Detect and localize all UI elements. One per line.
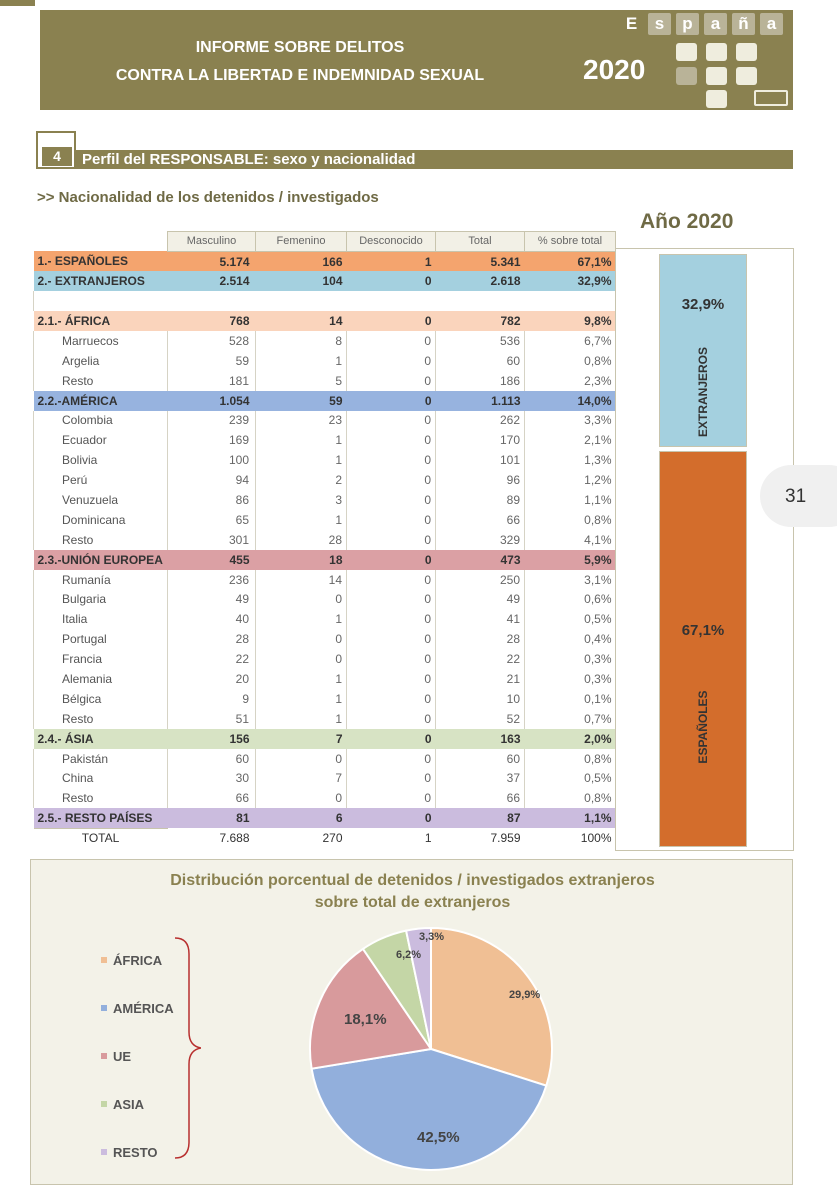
cell-percent: 1,1%	[525, 808, 616, 828]
pie-data-label: 42,5%	[417, 1129, 460, 1146]
cell-femenino: 104	[256, 271, 347, 291]
cell-femenino: 3	[256, 490, 347, 510]
pie-chart-panel	[30, 859, 793, 1185]
cell-total: 473	[436, 550, 525, 570]
table-group-row	[34, 550, 616, 570]
report-header-banner	[40, 10, 793, 110]
country-letter: p	[676, 13, 699, 35]
cell-total: 7.959	[490, 831, 521, 846]
row-label: Resto	[34, 371, 168, 391]
pie-chart	[31, 860, 794, 1186]
cell-masculino: 40	[168, 609, 256, 629]
cell-femenino: 0	[256, 749, 347, 769]
logo-square	[706, 43, 727, 61]
bar-label-extranjeros-percent: 32,9%	[681, 296, 725, 313]
cell-masculino: 768	[168, 311, 256, 331]
top-accent-tab	[0, 0, 35, 6]
cell-masculino: 5.174	[168, 251, 256, 271]
logo-square	[736, 43, 757, 61]
cell-desconocido: 0	[347, 510, 436, 530]
cell-percent: 0,4%	[525, 629, 616, 649]
row-label: Resto	[34, 530, 168, 550]
pie-title-line2: sobre total de extranjeros	[314, 894, 511, 911]
table-row	[34, 689, 616, 709]
pie-data-label: 3,3%	[419, 931, 445, 943]
cell-percent: 3,1%	[525, 570, 616, 590]
table-spacer-row	[34, 291, 616, 311]
legend-label: AMÉRICA	[113, 1000, 174, 1016]
cell-masculino: 22	[168, 649, 256, 669]
row-label: 2.2.-AMÉRICA	[34, 391, 168, 411]
cell-masculino: 181	[168, 371, 256, 391]
cell-femenino: 1	[256, 510, 347, 530]
row-label: Bulgaria	[34, 590, 168, 610]
logo-square	[706, 90, 727, 108]
cell-desconocido: 0	[347, 629, 436, 649]
cell-percent: 1,2%	[525, 470, 616, 490]
page-number: 31	[785, 486, 807, 507]
cell-femenino: 1	[256, 609, 347, 629]
row-label: 2.5.- RESTO PAÍSES	[34, 808, 168, 828]
cell-percent: 32,9%	[525, 271, 616, 291]
row-label: China	[34, 769, 168, 789]
cell-percent: 0,5%	[525, 769, 616, 789]
cell-femenino: 7	[256, 729, 347, 749]
cell-percent: 1,1%	[525, 490, 616, 510]
cell-masculino: 81	[168, 808, 256, 828]
country-letter: a	[760, 13, 783, 35]
cell-desconocido: 0	[347, 271, 436, 291]
row-label: Resto	[34, 709, 168, 729]
pie-title-line1: Distribución porcentual de detenidos / investigados extranjeros	[170, 872, 655, 889]
row-label: Bolivia	[34, 450, 168, 470]
table-row	[34, 769, 616, 789]
country-letter: s	[648, 13, 671, 35]
table-row	[34, 470, 616, 490]
bar-label-extranjeros: EXTRANJEROS	[696, 346, 710, 438]
cell-desconocido: 0	[347, 769, 436, 789]
row-label: 2.3.-UNIÓN EUROPEA	[34, 550, 168, 570]
pie-data-label: 6,2%	[396, 949, 422, 961]
cell-desconocido: 0	[347, 530, 436, 550]
cell-masculino: 455	[168, 550, 256, 570]
cell-femenino: 7	[256, 769, 347, 789]
cell-percent: 5,9%	[525, 550, 616, 570]
logo-square	[676, 67, 697, 85]
cell-desconocido: 0	[347, 729, 436, 749]
section-title: Perfil del RESPONSABLE: sexo y nacionalidad	[76, 150, 793, 169]
cell-desconocido: 0	[347, 570, 436, 590]
cell-percent: 0,3%	[525, 649, 616, 669]
cell-desconocido: 0	[347, 351, 436, 371]
cell-desconocido: 0	[347, 550, 436, 570]
report-title-line1: INFORME SOBRE DELITOS	[195, 39, 405, 56]
cell-total: 22	[436, 649, 525, 669]
cell-total: 21	[436, 669, 525, 689]
cell-total: 163	[436, 729, 525, 749]
cell-percent: 0,8%	[525, 351, 616, 371]
column-header-desconocido: Desconocido	[347, 232, 436, 252]
logo-outline-square	[754, 90, 788, 106]
table-row	[34, 590, 616, 610]
cell-total: 60	[436, 749, 525, 769]
row-label: Resto	[34, 788, 168, 808]
table-row	[34, 649, 616, 669]
cell-femenino: 8	[256, 331, 347, 351]
table-group-row	[34, 311, 616, 331]
cell-femenino: 0	[256, 629, 347, 649]
column-header-femenino: Femenino	[256, 232, 347, 252]
cell-desconocido: 0	[347, 490, 436, 510]
table-row	[34, 450, 616, 470]
header-blank-cell	[34, 232, 168, 252]
row-label: Ecuador	[34, 430, 168, 450]
cell-percent: 0,8%	[525, 510, 616, 530]
table-row	[34, 609, 616, 629]
cell-total: 87	[436, 808, 525, 828]
row-label: 1.- ESPAÑOLES	[34, 251, 168, 271]
cell-femenino: 0	[256, 590, 347, 610]
cell-masculino: 51	[168, 709, 256, 729]
cell-femenino: 0	[256, 788, 347, 808]
cell-masculino: 528	[168, 331, 256, 351]
cell-femenino: 23	[256, 411, 347, 431]
cell-total: 329	[436, 530, 525, 550]
cell-masculino: 236	[168, 570, 256, 590]
table-row	[34, 749, 616, 769]
report-title	[40, 34, 560, 90]
cell-percent: 2,1%	[525, 430, 616, 450]
legend-label: ASIA	[113, 1096, 145, 1112]
cell-femenino: 1	[256, 351, 347, 371]
cell-desconocido: 0	[347, 411, 436, 431]
section-number-box	[36, 131, 76, 169]
cell-percent: 14,0%	[525, 391, 616, 411]
table-row	[34, 331, 616, 351]
pie-data-label: 18,1%	[344, 1011, 387, 1028]
row-label: Dominicana	[34, 510, 168, 530]
cell-total: 782	[436, 311, 525, 331]
row-label: TOTAL	[34, 828, 168, 848]
column-header-percent: % sobre total	[525, 232, 616, 252]
country-letter: a	[704, 13, 727, 35]
cell-total: 89	[436, 490, 525, 510]
table-header-row	[34, 232, 616, 252]
row-label: Argelia	[34, 351, 168, 371]
cell-total: 52	[436, 709, 525, 729]
cell-masculino: 100	[168, 450, 256, 470]
pie-data-label: 29,9%	[509, 989, 541, 1001]
spacer-cell	[436, 291, 525, 311]
cell-masculino: 60	[168, 749, 256, 769]
cell-desconocido: 0	[347, 669, 436, 689]
cell-total: 536	[436, 331, 525, 351]
table-row	[34, 530, 616, 550]
cell-femenino: 1	[256, 689, 347, 709]
cell-femenino: 14	[256, 311, 347, 331]
cell-desconocido: 0	[347, 649, 436, 669]
cell-desconocido: 0	[347, 788, 436, 808]
cell-percent: 0,6%	[525, 590, 616, 610]
row-label: Alemania	[34, 669, 168, 689]
cell-femenino: 0	[256, 649, 347, 669]
cell-percent: 100%	[580, 831, 612, 846]
table-group-row	[34, 271, 616, 291]
cell-femenino: 14	[256, 570, 347, 590]
row-label: Pakistán	[34, 749, 168, 769]
cell-desconocido: 0	[347, 430, 436, 450]
spacer-cell	[34, 291, 168, 311]
cell-masculino: 239	[168, 411, 256, 431]
cell-total: 96	[436, 470, 525, 490]
cell-desconocido: 0	[347, 331, 436, 351]
table-row	[34, 570, 616, 590]
cell-masculino: 86	[168, 490, 256, 510]
country-logo	[620, 13, 783, 35]
cell-percent: 0,8%	[525, 749, 616, 769]
cell-percent: 0,7%	[525, 709, 616, 729]
row-label: Francia	[34, 649, 168, 669]
cell-femenino: 1	[256, 709, 347, 729]
cell-percent: 0,3%	[525, 669, 616, 689]
cell-femenino: 5	[256, 371, 347, 391]
row-label: 2.1.- ÁFRICA	[34, 311, 168, 331]
row-label: 2.4.- ÁSIA	[34, 729, 168, 749]
cell-total: 37	[436, 769, 525, 789]
row-label: Marruecos	[34, 331, 168, 351]
cell-femenino: 270	[322, 831, 343, 846]
cell-desconocido: 0	[347, 609, 436, 629]
country-letter: ñ	[732, 13, 755, 35]
cell-masculino: 65	[168, 510, 256, 530]
cell-masculino: 7.688	[219, 831, 250, 846]
cell-total: 66	[436, 788, 525, 808]
cell-total: 41	[436, 609, 525, 629]
spacer-cell	[347, 291, 436, 311]
spacer-cell	[525, 291, 616, 311]
cell-total: 28	[436, 629, 525, 649]
cell-masculino: 1.054	[168, 391, 256, 411]
table-total-row	[34, 828, 616, 848]
cell-percent: 2,0%	[525, 729, 616, 749]
table-group-row	[34, 391, 616, 411]
cell-desconocido: 0	[347, 311, 436, 331]
cell-femenino: 166	[256, 251, 347, 271]
cell-desconocido: 0	[347, 470, 436, 490]
cell-femenino: 59	[256, 391, 347, 411]
cell-total: 186	[436, 371, 525, 391]
row-label: Perú	[34, 470, 168, 490]
table-row	[34, 510, 616, 530]
country-letter: E	[625, 14, 638, 33]
cell-masculino: 169	[168, 430, 256, 450]
bar-label-espanoles-percent: 67,1%	[681, 622, 725, 639]
row-label: Italia	[34, 609, 168, 629]
cell-percent: 0,5%	[525, 609, 616, 629]
cell-desconocido: 1	[424, 831, 432, 846]
cell-masculino: 9	[168, 689, 256, 709]
cell-total: 101	[436, 450, 525, 470]
cell-total: 2.618	[436, 271, 525, 291]
cell-percent: 0,1%	[525, 689, 616, 709]
cell-desconocido: 0	[347, 808, 436, 828]
column-header-masculino: Masculino	[168, 232, 256, 252]
cell-femenino: 2	[256, 470, 347, 490]
report-year: 2020	[583, 54, 646, 85]
table-row	[34, 411, 616, 431]
cell-masculino: 20	[168, 669, 256, 689]
cell-femenino: 28	[256, 530, 347, 550]
bar-segment-espanoles	[659, 451, 747, 847]
year-label: Año 2020	[640, 210, 734, 233]
cell-femenino: 1	[256, 669, 347, 689]
table-row	[34, 709, 616, 729]
table-group-row	[34, 251, 616, 271]
cell-percent: 4,1%	[525, 530, 616, 550]
cell-femenino: 6	[256, 808, 347, 828]
cell-desconocido: 0	[347, 749, 436, 769]
cell-total: 5.341	[436, 251, 525, 271]
legend-label: UE	[113, 1048, 132, 1064]
cell-masculino: 156	[168, 729, 256, 749]
table-row	[34, 490, 616, 510]
cell-masculino: 59	[168, 351, 256, 371]
cell-masculino: 301	[168, 530, 256, 550]
cell-total: 170	[436, 430, 525, 450]
legend-label: ÁFRICA	[113, 952, 163, 968]
row-label: 2.- EXTRANJEROS	[34, 271, 168, 291]
cell-desconocido: 1	[347, 251, 436, 271]
cell-masculino: 49	[168, 590, 256, 610]
row-label: Rumanía	[34, 570, 168, 590]
cell-percent: 1,3%	[525, 450, 616, 470]
cell-percent: 9,8%	[525, 311, 616, 331]
row-label: Venuzuela	[34, 490, 168, 510]
cell-masculino: 2.514	[168, 271, 256, 291]
cell-percent: 67,1%	[525, 251, 616, 271]
cell-desconocido: 0	[347, 391, 436, 411]
cell-femenino: 1	[256, 450, 347, 470]
table-row	[34, 371, 616, 391]
cell-femenino: 1	[256, 430, 347, 450]
cell-masculino: 28	[168, 629, 256, 649]
cell-masculino: 94	[168, 470, 256, 490]
cell-femenino: 18	[256, 550, 347, 570]
table-row	[34, 430, 616, 450]
cell-masculino: 30	[168, 769, 256, 789]
cell-total: 262	[436, 411, 525, 431]
nationality-table	[33, 231, 616, 848]
cell-total: 10	[436, 689, 525, 709]
logo-square	[706, 67, 727, 85]
cell-percent: 3,3%	[525, 411, 616, 431]
cell-desconocido: 0	[347, 450, 436, 470]
cell-desconocido: 0	[347, 689, 436, 709]
table-row	[34, 788, 616, 808]
cell-masculino: 66	[168, 788, 256, 808]
cell-percent: 0,8%	[525, 788, 616, 808]
cell-desconocido: 0	[347, 371, 436, 391]
cell-desconocido: 0	[347, 709, 436, 729]
bar-label-espanoles: ESPAÑOLES	[696, 690, 710, 764]
row-label: Bélgica	[34, 689, 168, 709]
report-title-line2: CONTRA LA LIBERTAD E INDEMNIDAD SEXUAL	[115, 67, 485, 84]
table-row	[34, 351, 616, 371]
cell-desconocido: 0	[347, 590, 436, 610]
cell-percent: 6,7%	[525, 331, 616, 351]
cell-total: 250	[436, 570, 525, 590]
table-group-row	[34, 729, 616, 749]
logo-square	[736, 67, 757, 85]
spacer-cell	[168, 291, 256, 311]
table-subtitle: >> Nacionalidad de los detenidos / investigados	[37, 189, 379, 206]
section-number: 4	[42, 147, 72, 166]
cell-total: 66	[436, 510, 525, 530]
table-row	[34, 669, 616, 689]
cell-total: 49	[436, 590, 525, 610]
legend-label: RESTO	[113, 1144, 158, 1160]
spacer-cell	[256, 291, 347, 311]
cell-total: 60	[436, 351, 525, 371]
table-row	[34, 629, 616, 649]
cell-total: 1.113	[436, 391, 525, 411]
cell-percent: 2,3%	[525, 371, 616, 391]
row-label: Portugal	[34, 629, 168, 649]
column-header-total: Total	[436, 232, 525, 252]
table-group-row	[34, 808, 616, 828]
logo-square	[676, 43, 697, 61]
row-label: Colombia	[34, 411, 168, 431]
